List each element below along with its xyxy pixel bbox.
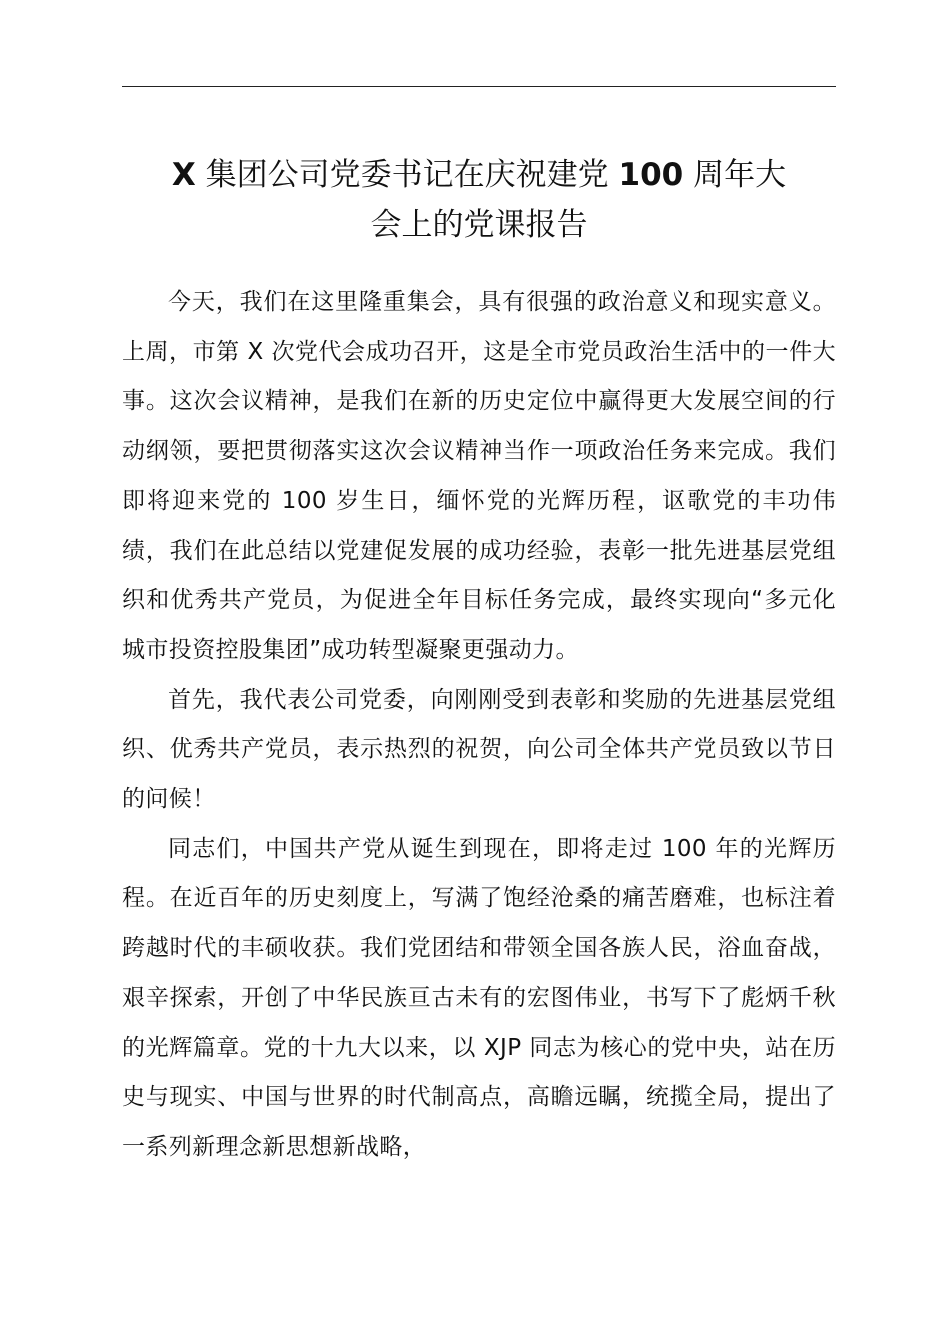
document-body [122,278,836,1173]
paragraph-2: 首先，我代表公司党委，向刚刚受到表彰和奖励的先进基层党组织、优秀共产党员，表示热烈的祝贺，向公司全体共产党员致以节日的问候！ [122,686,836,813]
title-text-b: 周年大 [683,157,787,193]
paragraph-3: 同志们，中国共产党从诞生到现在，即将走过 100 年的光辉历程。在近百年的历史刻度上，写满了饱经沧桑的痛苦磨难，也标注着跨越时代的丰硕收获。我们党团结和带领全国各族人民，浴血奋战，艰辛探索，开创了中华民族亘古未有的宏图伟业，书写下了彪炳千秋的光辉篇章。党的十九大以来，以 XJP 同志为核心的党中央，站在历史与现实、中国与世界的时代制高点，高瞻远瞩，统揽全局，提出了一系列新理念新思想新战略， [122,835,836,1160]
header-rule [122,86,836,87]
title-text-a: 集团公司党委书记在庆祝建党 [195,157,619,193]
title-bold-100: 100 [618,157,684,193]
title-bold-x: X [171,157,196,193]
title-line-1 [172,157,786,193]
document-title [122,150,836,250]
paragraph-1: 今天，我们在这里隆重集会，具有很强的政治意义和现实意义。上周，市第 X 次党代会成功召开，这是全市党员政治生活中的一件大事。这次会议精神，是我们在新的历史定位中赢得更大发展空间的行动纲领，要把贯彻落实这次会议精神当作一项政治任务来完成。我们即将迎来党的 100 岁生日，缅怀党的光辉历程，讴歌党的丰功伟绩，我们在此总结以党建促发展的成功经验，表彰一批先进基层党组织和优秀共产党员，为促进全年目标任务完成，最终实现向“多元化城市投资控股集团”成功转型凝聚更强动力。 [122,289,836,663]
title-line-2: 会上的党课报告 [370,207,588,243]
